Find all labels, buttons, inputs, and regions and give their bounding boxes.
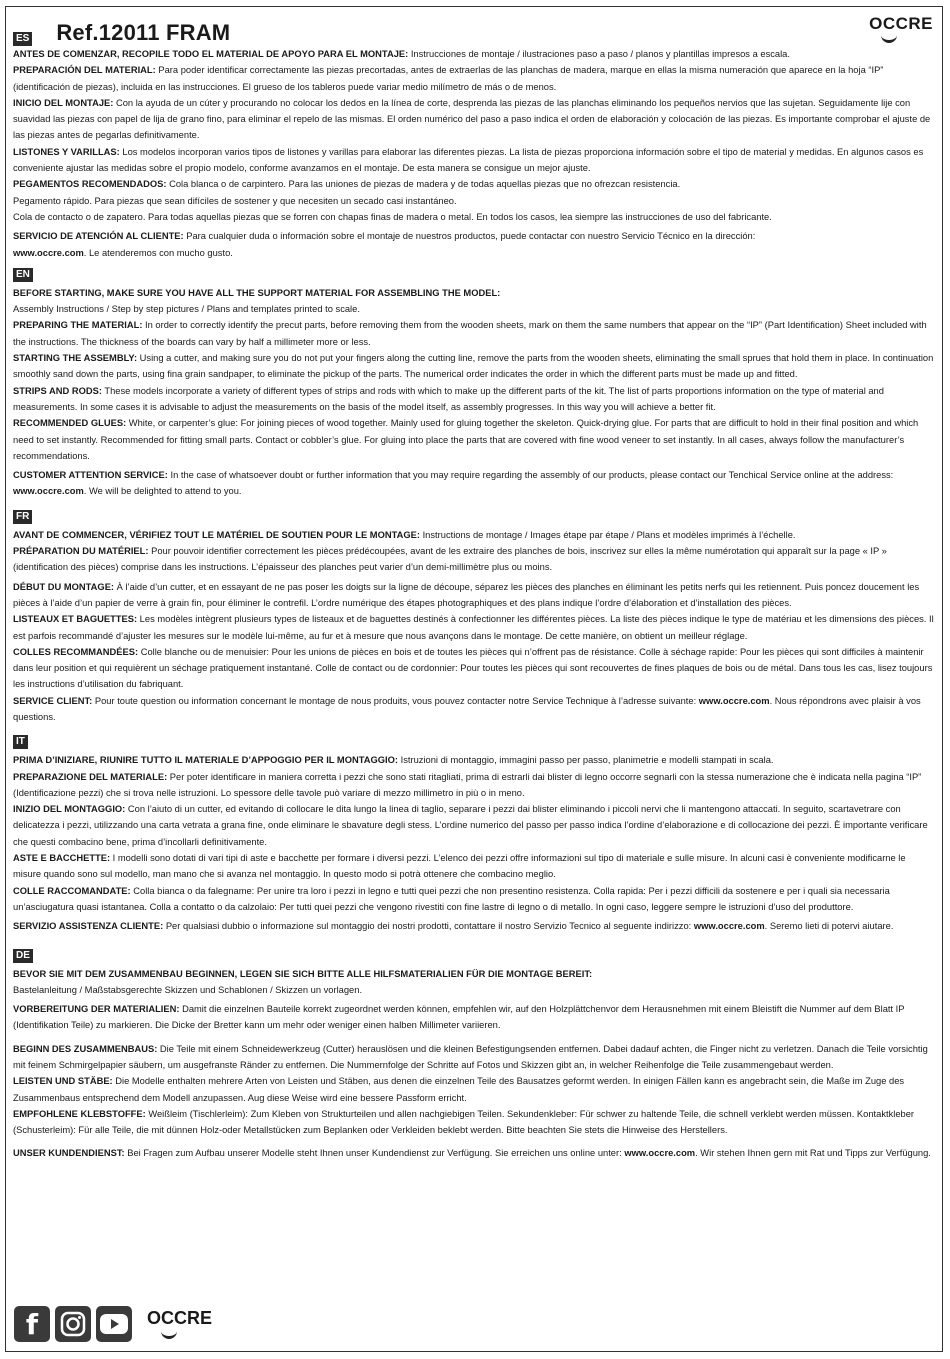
es-para-5c: Cola de contacto o de zapatero. Para todas aquellas piezas que se forren con chapas finas de madera o metal. En todos los casos, lea siempre las instrucciones de uso del fabricante. [13, 211, 772, 222]
de-para-4: LEISTEN UND STÄBE: Die Modelle enthalten mehrere Arten von Leisten und Stäben, aus denen die einzelnen Teile des Bausatzes geformt werden. In einigen Fällen kann es angebracht sein, die Maße im Zuge des Zusammenbaus entsprechend dem Modell anzupassen. Aug diese Weise wird eine bessere Passform erricht. [13, 1076, 905, 1103]
fr-para-3: DÉBUT DU MONTAGE: À l’aide d’un cutter, et en essayant de ne pas poser les doigts sur la ligne de découpe, séparez les pièces des planches en éliminant les petits nerfs qui les retiennent. Puis poncez doucement les pièces à l’aide d’un papier de verre à grain fin, pour éliminer le contrefil. L’ordre numérique des étapes photographiques et des plans indique l’ordre d’élaboration et d’installation des pièces. [13, 581, 920, 608]
en-para-5: RECOMMENDED GLUES: White, or carpenter’s glue: For joining pieces of wood together. Mainly used for gluing together the skeleton. Quick-drying glue. For parts that are difficult to hold in their final position and which need to set instantly. Recommended for fitting small parts. Contact or cobbler’s glue. For gluing into place the parts that are covered with fine wood veneer to set instantly. In all cases, always follow the manufacturer’s recommendations. [13, 418, 919, 461]
en-para-3: STARTING THE ASSEMBLY: Using a cutter, and making sure you do not put your fingers along the cutting line, remove the parts from the wooden sheets, eliminating the small sprues that hold them in place. In continuation smoothly sand down the parts, using fina grain sandpaper, to eliminate the pickup of the parts. The numerical order indicates the order in which the different parts must be made up and fitted. [13, 353, 934, 380]
es-para-6: SERVICIO DE ATENCIÓN AL CLIENTE: Para cualquier duda o información sobre el montaje de nuestros productos, puede contactar con nuestro Servicio Técnico en la dirección: www.occre.com. Le atenderemos con mucho gusto. [13, 231, 756, 258]
sheet-header [13, 12, 935, 46]
de-para-5: EMPFOHLENE KLEBSTOFFE: Weißleim (Tischlerleim): Zum Kleben von Strukturteilen und allen nachgiebigen Teilen. Sekundenkleber: Für schwer zu haltende Teile, die schnell verklebt werden müssen. Kontaktkleber (Schusterleim): Für alle Teile, die mit dünnen Holz-oder Metallstücken zum Beplanken oder Verkleiden beklebt werden. Bitte beachten Sie stets die Hinweise des Herstellers. [13, 1108, 915, 1136]
en-para-4: STRIPS AND RODS: These models incorporate a variety of different types of strips and rods with which to make up the different parts of the kit. The list of parts proportions information on the type of material and measurements. In some cases it is advisable to adjust the measurements on the basis of the model itself, as assembly progresses. In this way you will achieve a better fit. [13, 385, 884, 412]
es-para-5: PEGAMENTOS RECOMENDADOS: Cola blanca o de carpintero. Para las uniones de piezas de madera y de todas aquellas piezas que no ofrezcan resistencia. [13, 179, 681, 190]
youtube-icon[interactable] [96, 1306, 132, 1342]
de-website-link: www.occre.com [624, 1147, 696, 1158]
de-para-2: VORBEREITUNG DER MATERIALIEN: Damit die einzelnen Bauteile korrekt zugeordnet werden können, empfehlen wir, auf den Holzplättchenvor dem Herausnehmen mit einem Bleistift die Nummer auf dem Blatt IP (Identifikation Teile) zu markieren. Die Dicke der Bretter kann um mehr oder weniger einen halben Millimeter variieren. [13, 1004, 905, 1031]
section-fr [13, 506, 935, 726]
de-para-6: UNSER KUNDENDIENST: Bei Fragen zum Aufbau unserer Modelle steht Ihnen unser Kundendienst zur Verfügung. Sie erreichen uns online unter: www.occre.com. Wir stehen Ihnen gern mit Rat und Tipps zur Verfügung. [13, 1147, 931, 1158]
fr-para-4: LISTEAUX ET BAGUETTES: Les modèles intègrent plusieurs types de listeaux et de baguettes destinés à confectionner les différentes pièces. La liste des pièces indique le type de matériau et les dimensions des pièces. Il est parfois recommandé d’ajuster les mesures sur le modèle lui-même, au fur et à mesure que nous avançons dans le montage. De cette manière, on obtient un meilleur réglage. [13, 614, 934, 641]
it-website-link: www.occre.com [693, 921, 765, 932]
social-footer [14, 1306, 212, 1342]
es-para-3: INICIO DEL MONTAJE: Con la ayuda de un cúter y procurando no colocar los dedos en la línea de corte, desprenda las piezas de las planchas eliminando los pequeños nervios que las sujetan. Seguidamente lije con suavidad las piezas con papel de lija de grano fino, para eliminar el repelo de las mismas. El orden numérico del paso a paso indica el orden de elaboración y colocación de las piezas. Es importante comprobar el ajuste de las piezas antes de pegarlas definitivamente. [13, 97, 931, 141]
occre-logo: OCCRE [869, 14, 933, 34]
lang-tag-de: DE [13, 949, 33, 963]
reference-title: Ref.12011 FRAM [56, 20, 231, 45]
lang-tag-fr: FR [13, 510, 32, 524]
es-para-5b: Pegamento rápido. Para piezas que sean difíciles de sostener y que necesiten un secado casi instantáneo. [13, 195, 457, 206]
section-it [13, 731, 935, 934]
en-para-2: PREPARING THE MATERIAL: In order to correctly identify the precut parts, before removing them from the wooden sheets, mark on them the same numbers that appear on the “IP” (Part Identification) Sheet included with the instructions. The thickness of the boards can vary by half a millimeter more or less. [13, 320, 927, 347]
instagram-icon[interactable] [55, 1306, 91, 1342]
it-para-4: ASTE E BACCHETTE: I modelli sono dotati di vari tipi di aste e bacchette per formare i diversi pezzi. L’elenco dei pezzi offre informazioni sul tipo di materiale e sulle misure. In alcuni casi è conveniente modificarne le misure quando sono sul modello, man mano che si avanza nel montaggio. In questo modo si potrà ottenere che combacino meglio. [13, 853, 906, 880]
footer-occre-logo: OCCRE [147, 1308, 212, 1329]
it-para-1: PRIMA D’INIZIARE, RIUNIRE TUTTO IL MATERIALE D’APPOGGIO PER IL MONTAGGIO: Istruzioni di montaggio, immagini passo per passo, planimetrie e modelli stampati in scala. [13, 755, 774, 766]
it-para-3: INIZIO DEL MONTAGGIO: Con l’aiuto di un cutter, ed evitando di collocare le dita lungo la linea di taglio, separare i pezzi dai blister eliminando i piccoli nervi che li mantengono attaccati. In seguito, scartavetrare con delicatezza i pezzi, utilizzando una carta vetrata a grana fine, onde eliminare le sbavature degli stess. L’ordine numerico del passo per passo indica l’ordine d’elaborazione e di collocazione dei pezzi. È importante verificare che questi combacino bene, prima d’incollarli definitivamente. [13, 804, 928, 847]
it-para-5: COLLE RACCOMANDATE: Colla bianca o da falegname: Per unire tra loro i pezzi in legno e tutti quei pezzi che non presentino resistenza. Colla rapida: Per i pezzi difficili da sostenere e per i quali sia necessaria un’asciugatura quasi istantanea. Colla a contatto o da calzolaio: Per tutti quei pezzi che vengono rivestiti con fine lastre di legno o di metallo. In ogni caso, leggere sempre le istruzioni d’uso del produttore. [13, 885, 890, 912]
fr-para-1: AVANT DE COMMENCER, VÉRIFIEZ TOUT LE MATÉRIEL DE SOUTIEN POUR LE MONTAGE: Instructions de montage / Images étape par étape / Plans et modèles imprimés à l’échelle. [13, 529, 796, 540]
de-para-1b: Bastelanleitung / Maßstabsgerechte Skizzen und Schablonen / Skizzen un vorlagen. [13, 984, 363, 995]
es-website-link: www.occre.com [13, 247, 84, 258]
it-para-6: SERVIZIO ASSISTENZA CLIENTE: Per qualsiasi dubbio o informazione sul montaggio dei nostri prodotti, contattare il nostro Servizio Tecnico al seguente indirizzo: www.occre.com. Seremo lieti di potervi aiutare. [13, 921, 894, 932]
de-para-1: BEVOR SIE MIT DEM ZUSAMMENBAU BEGINNEN, LEGEN SIE SICH BITTE ALLE HILFSMATERIALIEN FÜR DIE MONTAGE BEREIT: [13, 968, 593, 979]
fr-para-6: SERVICE CLIENT: Pour toute question ou information concernant le montage de nous produits, vous pouvez contacter notre Service Technique à l’adresse suivante: www.occre.com. Nous répondrons avec plaisir à vos questions. [13, 695, 921, 722]
fr-para-5: COLLES RECOMMANDÉES: Colle blanche ou de menuisier: Pour les unions de pièces en bois et de toutes les pièces qui n’offrent pas de résistance. Colle à séchage rapide: Pour les pièces qui sont difficiles à maintenir dans leur position et qui requièrent un séchage pratiquement instantané. Colle de contact ou de cordonnier: Pour toutes les pièces qui sont recouvertes de fines plaques de bois ou de métal. Dans tous les cas, lisez toujours les instructions d’utilisation du fabriquant. [13, 646, 933, 690]
it-para-2: PREPARAZIONE DEL MATERIALE: Per poter identificare in maniera corretta i pezzi che sono stati ritagliati, prima di estrarli dai blister di legno occorre segnarli con la stessa numerazione che è indicata nella pagina “IP” (Identificazione pezzi) che si trova nelle istruzioni. Lo spessore delle tavole può variare di mezzo millimetro in più o in meno. [13, 771, 922, 798]
es-para-2: PREPARACIÓN DEL MATERIAL: Para poder identificar correctamente las piezas precortadas, antes de extraerlas de las planchas de madera, marque en ellas la misma numeración que aparece en la hoja “IP” (identificación de piezas), incluida en las instrucciones. El grueso de los tableros puede variar medio milímetro de más o de menos. [13, 65, 884, 92]
en-website-link: www.occre.com [13, 486, 84, 497]
fr-website-link: www.occre.com [698, 695, 770, 706]
en-para-1b: Assembly Instructions / Step by step pictures / Plans and templates printed to scale. [13, 304, 360, 315]
de-para-3: BEGINN DES ZUSAMMENBAUS: Die Teile mit einem Schneidewerkzeug (Cutter) herauslösen und die kleinen Befestigungsenden entfernen. Dabei dadauf achten, die Finger nicht zu verletzen. Danach die Teile vorsichtig mit feinem Schmirgelpapier säubern, um ausgefranste Ränder zu entfernen. Die Nummernfolge der Schritte auf Fotos und Skizzen gibt an, in welcher Reihenfolge die Teile zusammengebaut werden. [13, 1043, 928, 1071]
section-en [13, 264, 935, 500]
lang-tag-it: IT [13, 735, 28, 749]
fr-para-2: PRÉPARATION DU MATÉRIEL: Pour pouvoir identifier correctement les pièces prédécoupées, avant de les extraire des planches de bois, inscrivez sur elles la même numérotation qui apparaît sur la page « IP » (identification des pièces) comprise dans les instructions. L’épaisseur des planches peut varier d’un demi-millimètre plus ou moins. [13, 546, 887, 573]
en-para-6: CUSTOMER ATTENTION SERVICE: In the case of whatsoever doubt or further information that you may require regarding the assembly of our products, please contact our Tenchical Service online at the address: www.occre.com. We will be delighted to attend to you. [13, 470, 894, 497]
es-para-1: ANTES DE COMENZAR, RECOPILE TODO EL MATERIAL DE APOYO PARA EL MONTAJE: Instrucciones de montaje / ilustraciones paso a paso / planos y plantillas impresos a escala. [13, 49, 790, 59]
lang-tag-en: EN [13, 268, 33, 282]
facebook-icon[interactable]: f [14, 1306, 50, 1342]
section-de [13, 945, 935, 1161]
en-para-1: BEFORE STARTING, MAKE SURE YOU HAVE ALL THE SUPPORT MATERIAL FOR ASSEMBLING THE MODEL: [13, 287, 501, 298]
instruction-sheet [5, 6, 943, 1352]
es-para-4: LISTONES Y VARILLAS: Los modelos incorporan varios tipos de listones y varillas para elaborar las diferentes piezas. La lista de piezas proporciona información sobre el tipo de material y medidas. En algunos casos es conveniente ajustar las medidas sobre el propio modelo, conforme avanzamos en el montaje. De esta manera se consigue un mejor ajuste. [13, 146, 924, 174]
section-es [13, 46, 935, 261]
lang-tag-es: ES [13, 32, 32, 46]
